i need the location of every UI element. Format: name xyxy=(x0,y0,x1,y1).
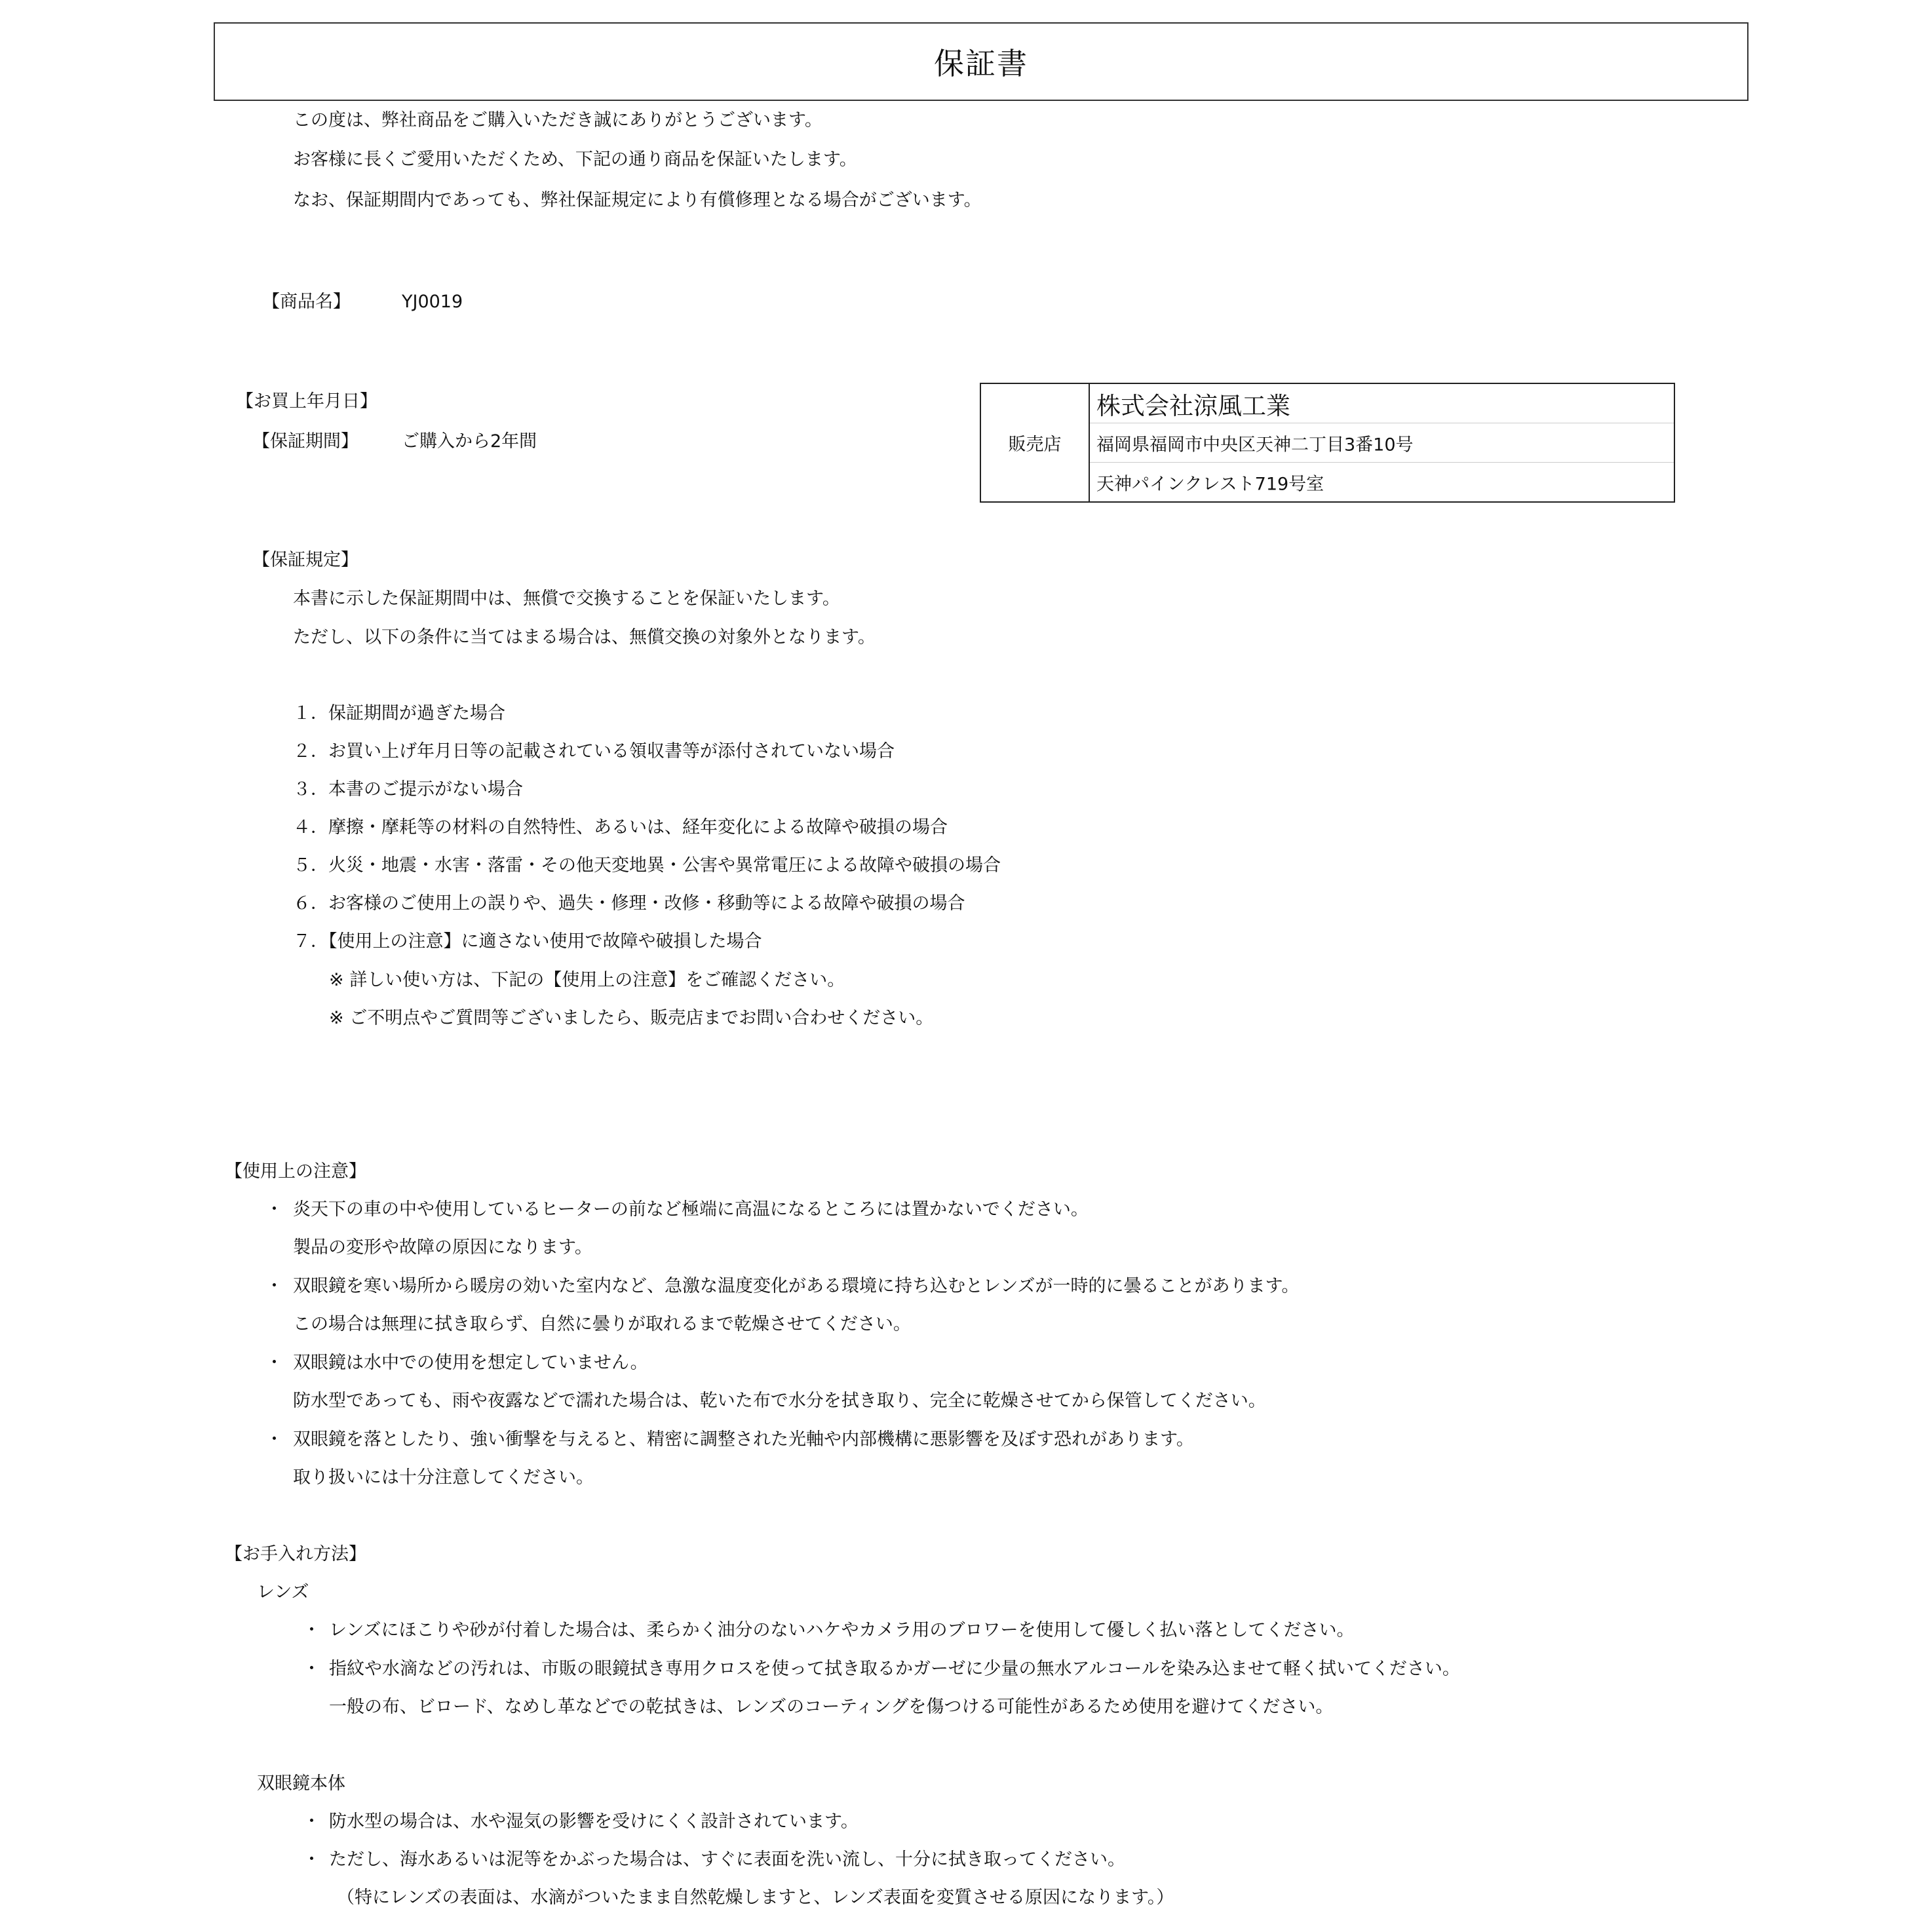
caution-line: 取り扱いには十分注意してください。 xyxy=(293,1467,594,1488)
caution-line: 双眼鏡は水中での使用を想定していません。 xyxy=(293,1353,648,1373)
care-heading: 【お手入れ方法】 xyxy=(225,1544,366,1564)
seller-table xyxy=(980,383,1675,503)
rules-item: １．保証期間が過ぎた場合 xyxy=(293,703,505,724)
bullet: ・ xyxy=(303,1620,320,1640)
care-body-line: 防水型の場合は、水や湿気の影響を受けにくく設計されています。 xyxy=(329,1811,859,1832)
purchase-date-label: 【お買上年月日】 xyxy=(236,391,377,412)
seller-address-row xyxy=(1090,463,1674,502)
caution-line: 双眼鏡を寒い場所から暖房の効いた室内など、急激な温度変化がある環境に持ち込むとレンズが一時的に曇ることがあります。 xyxy=(293,1276,1300,1296)
warranty-period-label: 【保証期間】 xyxy=(252,431,358,452)
rules-item: ６．お客様のご使用上の誤りや、過失・修理・改修・移動等による故障や破損の場合 xyxy=(293,893,965,914)
bullet: ・ xyxy=(303,1811,320,1832)
seller-label-cell xyxy=(981,384,1090,501)
rules-item: ４．摩擦・摩耗等の材料の自然特性、あるいは、経年変化による故障や破損の場合 xyxy=(293,817,948,838)
seller-address-row xyxy=(1090,423,1674,463)
seller-company-row xyxy=(1090,384,1674,423)
seller-address-1: 福岡県福岡市中央区天神二丁目3番10号 xyxy=(1096,435,1414,455)
rules-item: ７．【使用上の注意】に適さない使用で故障や破損した場合 xyxy=(293,931,762,952)
bullet: ・ xyxy=(265,1276,283,1296)
seller-company: 株式会社涼風工業 xyxy=(1096,391,1290,420)
bullet: ・ xyxy=(265,1429,283,1450)
care-body-line: ただし、海水あるいは泥等をかぶった場合は、すぐに表面を洗い流し、十分に拭き取ってください。 xyxy=(329,1849,1125,1870)
care-body-line: （特にレンズの表面は、水滴がついたまま自然乾燥しますと、レンズ表面を変質させる原因になります。） xyxy=(337,1887,1174,1908)
rules-item: ５．火災・地震・水害・落雷・その他天変地異・公害や異常電圧による故障や破損の場合 xyxy=(293,855,1001,876)
rules-note: ※ ご不明点やご質問等ございましたら、販売店までお問い合わせください。 xyxy=(329,1008,934,1028)
rules-item: ３．本書のご提示がない場合 xyxy=(293,779,523,800)
care-lens-line: 指紋や水滴などの汚れは、市販の眼鏡拭き専用クロスを使って拭き取るかガーゼに少量の無水アルコールを染み込ませて軽く拭いてください。 xyxy=(329,1659,1460,1679)
cautions-heading: 【使用上の注意】 xyxy=(225,1161,366,1182)
seller-address-2: 天神パインクレスト719号室 xyxy=(1096,474,1324,495)
bullet: ・ xyxy=(265,1199,283,1220)
product-label: 【商品名】 xyxy=(262,292,351,312)
rules-line: 本書に示した保証期間中は、無償で交換することを保証いたします。 xyxy=(293,589,840,609)
intro-line: なお、保証期間内であっても、弊社保証規定により有償修理となる場合がございます。 xyxy=(293,190,982,210)
bullet: ・ xyxy=(303,1849,320,1870)
title-box xyxy=(214,22,1748,101)
intro-line: お客様に長くご愛用いただくため、下記の通り商品を保証いたします。 xyxy=(293,149,857,170)
intro-line: この度は、弊社商品をご購入いただき誠にありがとうございます。 xyxy=(293,110,822,130)
care-lens-title: レンズ xyxy=(257,1582,309,1602)
care-body-title: 双眼鏡本体 xyxy=(257,1773,345,1794)
caution-line: この場合は無理に拭き取らず、自然に曇りが取れるまで乾燥させてください。 xyxy=(293,1314,911,1334)
rules-line: ただし、以下の条件に当てはまる場合は、無償交換の対象外となります。 xyxy=(293,627,876,647)
caution-line: 防水型であっても、雨や夜露などで濡れた場合は、乾いた布で水分を拭き取り、完全に乾燥させてから保管してください。 xyxy=(293,1391,1266,1411)
rules-item: ２．お買い上げ年月日等の記載されている領収書等が添付されていない場合 xyxy=(293,741,895,762)
bullet: ・ xyxy=(265,1353,283,1373)
warranty-period-value: ご購入から2年間 xyxy=(402,431,537,452)
caution-line: 炎天下の車の中や使用しているヒーターの前など極端に高温になるところには置かないでください。 xyxy=(293,1199,1089,1220)
document-title: 保証書 xyxy=(934,46,1028,81)
rules-note: ※ 詳しい使い方は、下記の【使用上の注意】をご確認ください。 xyxy=(329,970,845,990)
care-lens-line: レンズにほこりや砂が付着した場合は、柔らかく油分のないハケやカメラ用のブロワーを使用して優しく払い落としてください。 xyxy=(329,1620,1355,1640)
care-lens-line: 一般の布、ビロード、なめし革などでの乾拭きは、レンズのコーティングを傷つける可能性があるため使用を避けてください。 xyxy=(329,1697,1334,1717)
product-value: YJ0019 xyxy=(402,292,463,312)
bullet: ・ xyxy=(303,1659,320,1679)
rules-heading: 【保証規定】 xyxy=(252,550,358,570)
caution-line: 製品の変形や故障の原因になります。 xyxy=(293,1237,592,1258)
caution-line: 双眼鏡を落としたり、強い衝撃を与えると、精密に調整された光軸や内部機構に悪影響を及ぼす恐れがあります。 xyxy=(293,1429,1194,1450)
seller-label: 販売店 xyxy=(1008,435,1062,455)
